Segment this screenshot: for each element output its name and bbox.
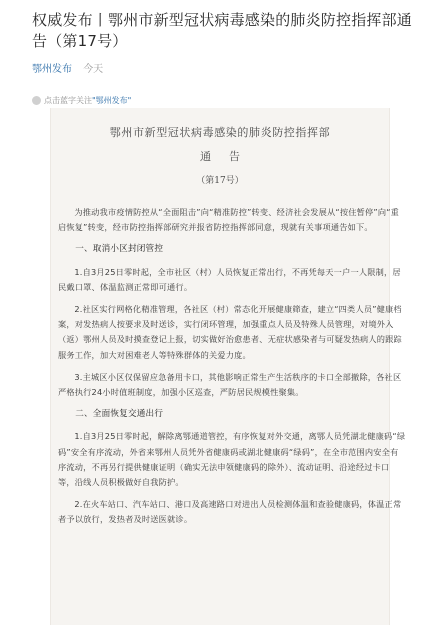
article-title: 权威发布丨鄂州市新型冠状病毒感染的肺炎防控指挥部通告（第17号） <box>32 11 413 50</box>
document-heading <box>51 124 389 186</box>
account-name-link[interactable]: 鄂州发布 <box>32 64 72 75</box>
section-paragraph: 3.主城区小区仅保留应急备用卡口，其他影响正常生产生活秩序的卡口全部撤除，各社区严格执行24小时值班制度，加强小区巡查，严防居民规模性聚集。 <box>58 371 402 398</box>
section-paragraph: 1.自3月25日零时起，全市社区（村）人员恢复正常出行，不再凭每天一户一人限制，居民戴口罩、体温监测正常即可通行。 <box>58 266 401 292</box>
section-paragraph: 1.自3月25日零时起，解除离鄂通道管控，有序恢复对外交通，离鄂人员凭湖北健康码“绿码”安全有序流动，外省来鄂州人员凭外省健康码或湖北健康码“绿码”，在全市范围内安全有序流动，不再另行提供健康证明（确实无法申领健康码的除外）、流动证明、沿途经过卡口等，沿线人员积极做好自我防护。 <box>58 431 406 488</box>
document-number: （第17号） <box>196 176 244 186</box>
pointer-icon <box>32 96 41 105</box>
document-type: 通告 <box>200 150 258 163</box>
section-paragraph: 2.在火车站口、汽车站口、港口及高速路口对进出人员检测体温和查验健康码，体温正常者予以放行，发热者及时送医就诊。 <box>58 499 402 525</box>
follow-banner-text: 点击蓝字关注 <box>44 96 92 105</box>
article-header <box>0 0 440 75</box>
follow-banner[interactable] <box>32 95 440 106</box>
section-paragraph: 2.社区实行网格化精准管理，各社区（村）常态化开展健康筛查，建立“四类人员”健康档案，对发热病人按要求及时送诊，实行闭环管理，加强重点人员及特殊人员管理，对境外入（返）鄂州人员及时摸查登记上报，切实做好治愈患者、无症状感染者与可疑发热病人的跟踪服务工作，加大对困难老人等特殊群体的关爱力度。 <box>58 304 402 360</box>
document-intro: 为推动我市疫情防控从“全面阻击”向“精准防控”转变、经济社会发展从“按住暂停”向“重启恢复”转变，经市防控指挥部研究并报省防控指挥部同意，现就有关事项通告如下。 <box>58 207 400 233</box>
section-heading: 二、全面恢复交通出行 <box>75 409 164 420</box>
document-org: 鄂州市新型冠状病毒感染的肺炎防控指挥部 <box>109 126 331 139</box>
publish-date: 今天 <box>83 64 104 75</box>
article-meta <box>32 60 418 75</box>
document-body <box>58 205 406 535</box>
section-heading: 一、取消小区封闭管控 <box>75 244 164 255</box>
follow-banner-link[interactable]: "鄂州发布" <box>92 96 132 105</box>
